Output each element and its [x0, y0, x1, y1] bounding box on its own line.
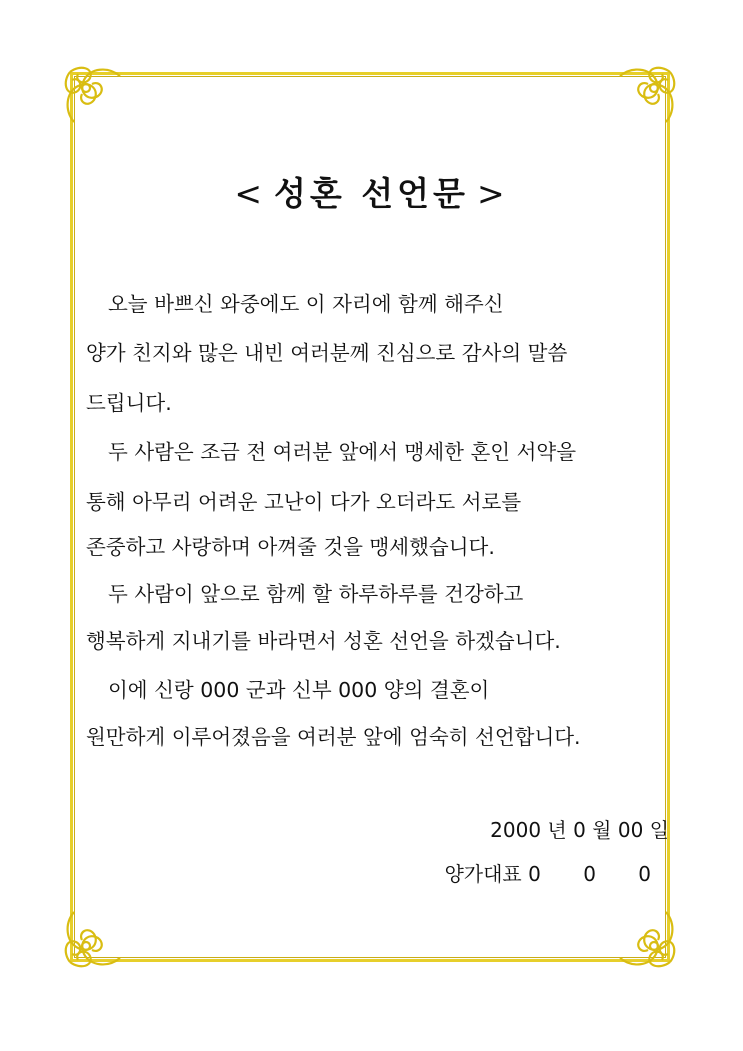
ornate-corner-icon — [60, 908, 124, 972]
body-line: 존중하고 사랑하며 아껴줄 것을 맹세했습니다. — [86, 535, 495, 559]
ornate-corner-icon — [616, 62, 680, 126]
representative-signature — [444, 858, 669, 887]
representative-label: 양가대표 — [444, 862, 522, 886]
ornate-corner-icon — [60, 62, 124, 126]
title-left-bracket: < — [234, 174, 267, 213]
body-line: 원만하게 이루어졌음을 여러분 앞에 엄숙히 선언합니다. — [86, 725, 581, 749]
body-line: 양가 친지와 많은 내빈 여러분께 진심으로 감사의 말씀 — [86, 341, 568, 365]
ornate-corner-icon — [616, 908, 680, 972]
title-text: 성혼 선언문 — [274, 174, 469, 213]
body-line: 이에 신랑 000 군과 신부 000 양의 결혼이 — [108, 678, 490, 702]
body-line: 두 사람이 앞으로 함께 할 하루하루를 건강하고 — [108, 582, 524, 606]
title-right-bracket: > — [476, 174, 509, 213]
document-title — [0, 168, 743, 215]
declaration-date: 2000 년 0 월 00 일 — [490, 818, 669, 842]
body-line: 행복하게 지내기를 바라면서 성혼 선언을 하겠습니다. — [86, 629, 561, 653]
body-line: 두 사람은 조금 전 여러분 앞에서 맹세한 혼인 서약을 — [108, 440, 576, 464]
body-line: 오늘 바쁘신 와중에도 이 자리에 함께 해주신 — [108, 292, 504, 316]
body-line: 드립니다. — [86, 391, 172, 415]
body-line: 통해 아무리 어려운 고난이 다가 오더라도 서로를 — [86, 490, 522, 514]
representative-name: 0 0 0 — [528, 862, 669, 886]
